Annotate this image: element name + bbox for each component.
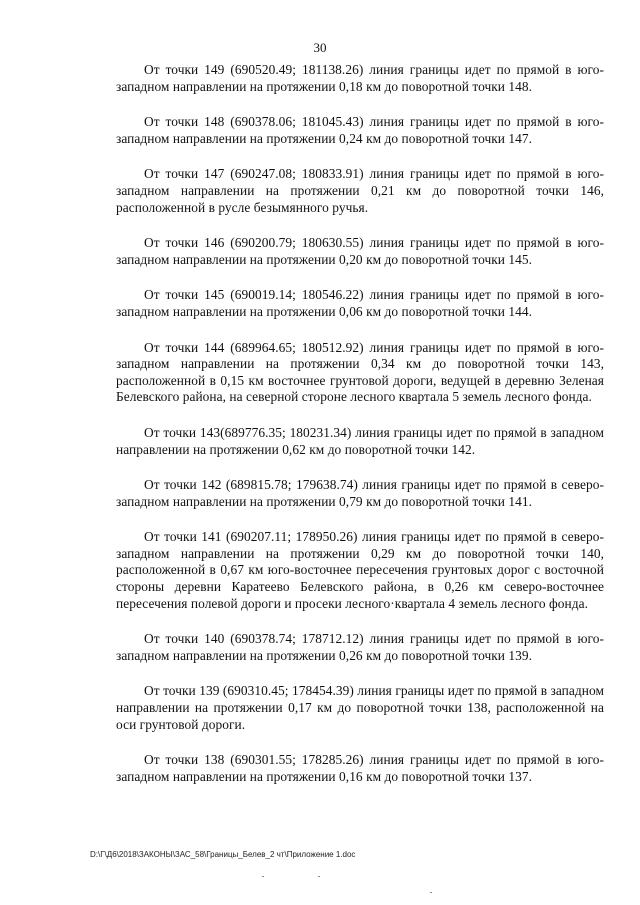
paragraph: От точки 138 (690301.55; 178285.26) линия границы идет по прямой в юго-западном направлении на протяжении 0,16 км до поворотной точки 137. [116,752,604,784]
paragraph: От точки 143(689776.35; 180231.34) линия границы идет по прямой в западном направлении на протяжении 0,62 км до поворотной точки 142. [116,424,604,457]
paragraph: От точки 139 (690310.45; 178454.39) линия границы идет по прямой в западном направлении на протяжении 0,17 км до поворотной точки 138, расположенной на оси грунтовой дороги. [116,683,604,732]
scan-speck [318,876,320,877]
paragraph: От точки 140 (690378.74; 178712.12) линия границы идет по прямой в юго-западном направлении на протяжении 0,26 км до поворотной точки 139. [116,631,604,663]
paragraph: От точки 149 (690520.49; 181138.26) линия границы идет по прямой в юго-западном направлении на протяжении 0,18 км до поворотной точки 148. [116,62,604,94]
paragraph: От точки 144 (689964.65; 180512.92) линия границы идет по прямой в юго-западном направлении на протяжении 0,34 км до поворотной точки 143, расположенной в 0,15 км восточнее грунтовой дороги, ведущей в деревню Зеленая Белевского района, на северной стороне лесного квартала 5 земель лесного фонда. [116,339,604,405]
paragraph: От точки 147 (690247.08; 180833.91) линия границы идет по прямой в юго-западном направлении на протяжении 0,21 км до поворотной точки 146, расположенной в русле безымянного ручья. [116,166,604,215]
scan-speck [262,876,264,877]
footer-file-path: D:\Г\Д6\2018\ЗАКОНЫ\ЗАС_58\Границы_Белев_2 чт\Приложение 1.doc [90,850,356,859]
document-body [116,62,604,804]
paragraph: От точки 142 (689815.78; 179638.74) линия границы идет по прямой в северо-западном направлении на протяжении 0,79 км до поворотной точки 141. [116,477,604,509]
page-number: 30 [313,40,327,55]
scan-speck [430,892,432,893]
paragraph: От точки 146 (690200.79; 180630.55) линия границы идет по прямой в юго-западном направлении на протяжении 0,20 км до поворотной точки 145. [116,235,604,267]
paragraph: От точки 148 (690378.06; 181045.43) линия границы идет по прямой в юго-западном направлении на протяжении 0,24 км до поворотной точки 147. [116,114,604,146]
paragraph: От точки 145 (690019.14; 180546.22) линия границы идет по прямой в юго-западном направлении на протяжении 0,06 км до поворотной точки 144. [116,287,604,319]
paragraph: От точки 141 (690207.11; 178950.26) линия границы идет по прямой в северо-западном направлении на протяжении 0,29 км до поворотной точки 140, расположенной в 0,67 км юго-восточнее пересечения грунтовых дорог с восточной стороны деревни Каратеево Белевского района, в 0,26 км северо-восточнее пересечения полевой дороги и просеки лесного·квартала 4 земель лесного фонда. [116,529,604,611]
